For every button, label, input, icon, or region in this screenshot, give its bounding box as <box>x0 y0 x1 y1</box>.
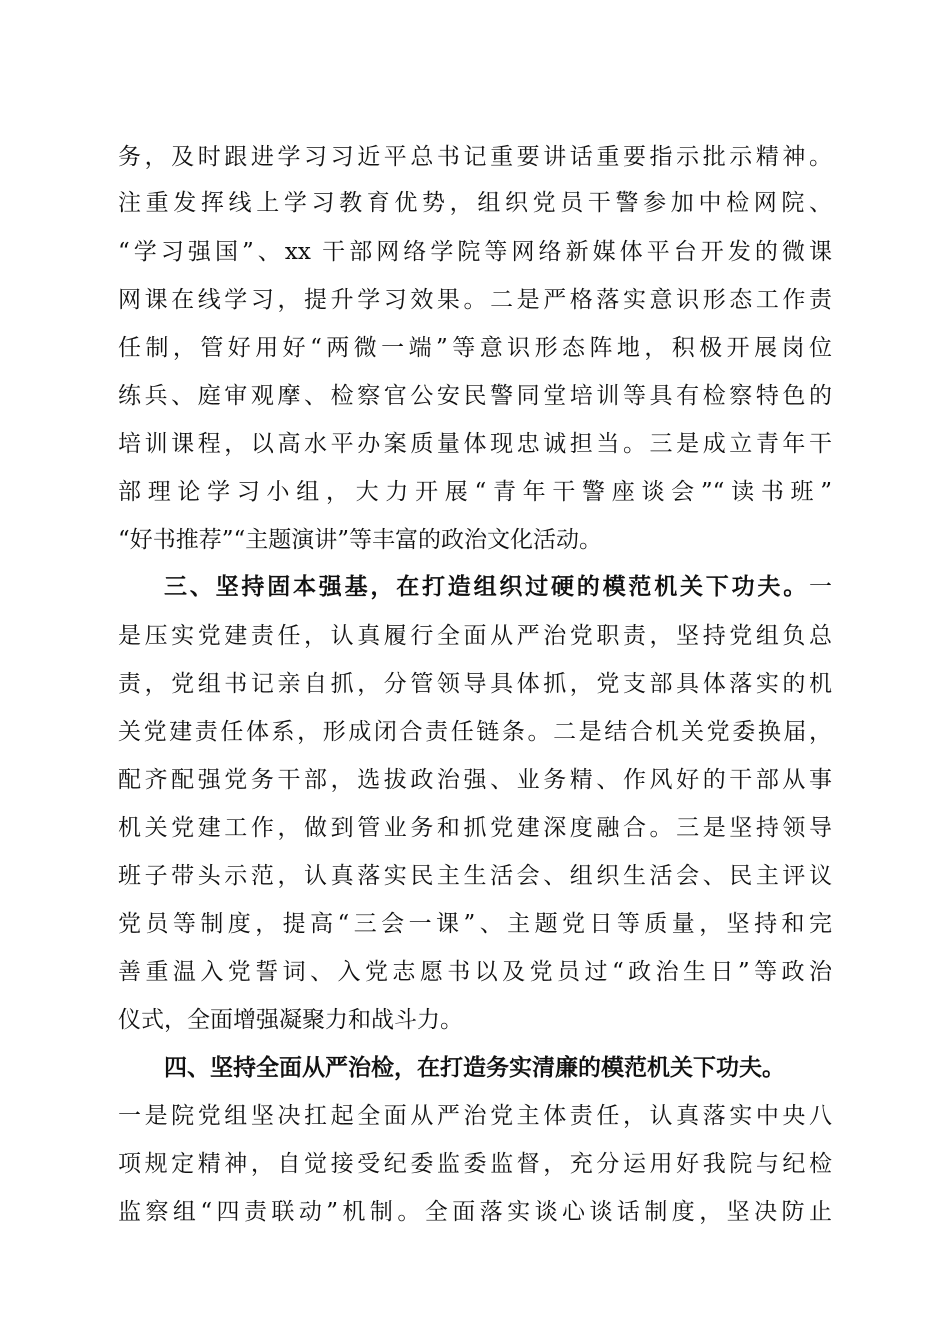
section-3-heading: 三、坚持固本强基，在打造组织过硬的模范机关下功夫。 <box>164 574 809 600</box>
body-line: 配齐配强党务干部，选拔政治强、业务精、作风好的干部从事 <box>118 767 832 793</box>
body-line: 党员等制度，提高“三会一课”、主题党日等质量，坚持和完 <box>118 911 832 937</box>
body-line: “好书推荐”“主题演讲”等丰富的政治文化活动。 <box>118 527 603 553</box>
body-line: 练兵、庭审观摩、检察官公安民警同堂培训等具有检察特色的 <box>118 383 832 409</box>
body-line: 机关党建工作，做到管业务和抓党建深度融合。三是坚持领导 <box>118 815 832 841</box>
body-line: 务，及时跟进学习习近平总书记重要讲话重要指示批示精神。 <box>118 144 832 170</box>
section-4-heading: 四、坚持全面从严治检，在打造务实清廉的模范机关下功夫。 <box>164 1055 785 1081</box>
body-line: 网课在线学习，提升学习效果。二是严格落实意识形态工作责 <box>118 287 832 313</box>
body-line: 一是院党组坚决扛起全面从严治党主体责任，认真落实中央八 <box>118 1103 832 1129</box>
body-line: 班子带头示范，认真落实民主生活会、组织生活会、民主评议 <box>118 863 832 889</box>
section-4-heading-line <box>164 1045 832 1091</box>
body-line: 仪式，全面增强凝聚力和战斗力。 <box>118 1007 463 1033</box>
body-line: 善重温入党誓词、入党志愿书以及党员过“政治生日”等政治 <box>118 959 832 985</box>
body-line: 注重发挥线上学习教育优势，组织党员干警参加中检网院、 <box>118 190 832 216</box>
section-3-heading-line <box>164 564 832 610</box>
body-line: “学习强国”、xx 干部网络学院等网络新媒体平台开发的微课 <box>118 239 832 265</box>
body-line: 培训课程，以高水平办案质量体现忠诚担当。三是成立青年干 <box>118 431 832 457</box>
body-line: 部理论学习小组，大力开展“青年干警座谈会”“读书班” <box>118 479 832 505</box>
body-line: 是压实党建责任，认真履行全面从严治党职责，坚持党组负总 <box>118 623 832 649</box>
section-3-heading-tail: 一 <box>809 574 832 600</box>
body-line: 任制，管好用好“两微一端”等意识形态阵地，积极开展岗位 <box>118 335 832 361</box>
body-line: 关党建责任体系，形成闭合责任链条。二是结合机关党委换届， <box>118 719 832 745</box>
body-line: 监察组“四责联动”机制。全面落实谈心谈话制度，坚决防止 <box>118 1199 832 1225</box>
body-line: 责，党组书记亲自抓，分管领导具体抓，党支部具体落实的机 <box>118 671 832 697</box>
body-line: 项规定精神，自觉接受纪委监委监督，充分运用好我院与纪检 <box>118 1151 832 1177</box>
